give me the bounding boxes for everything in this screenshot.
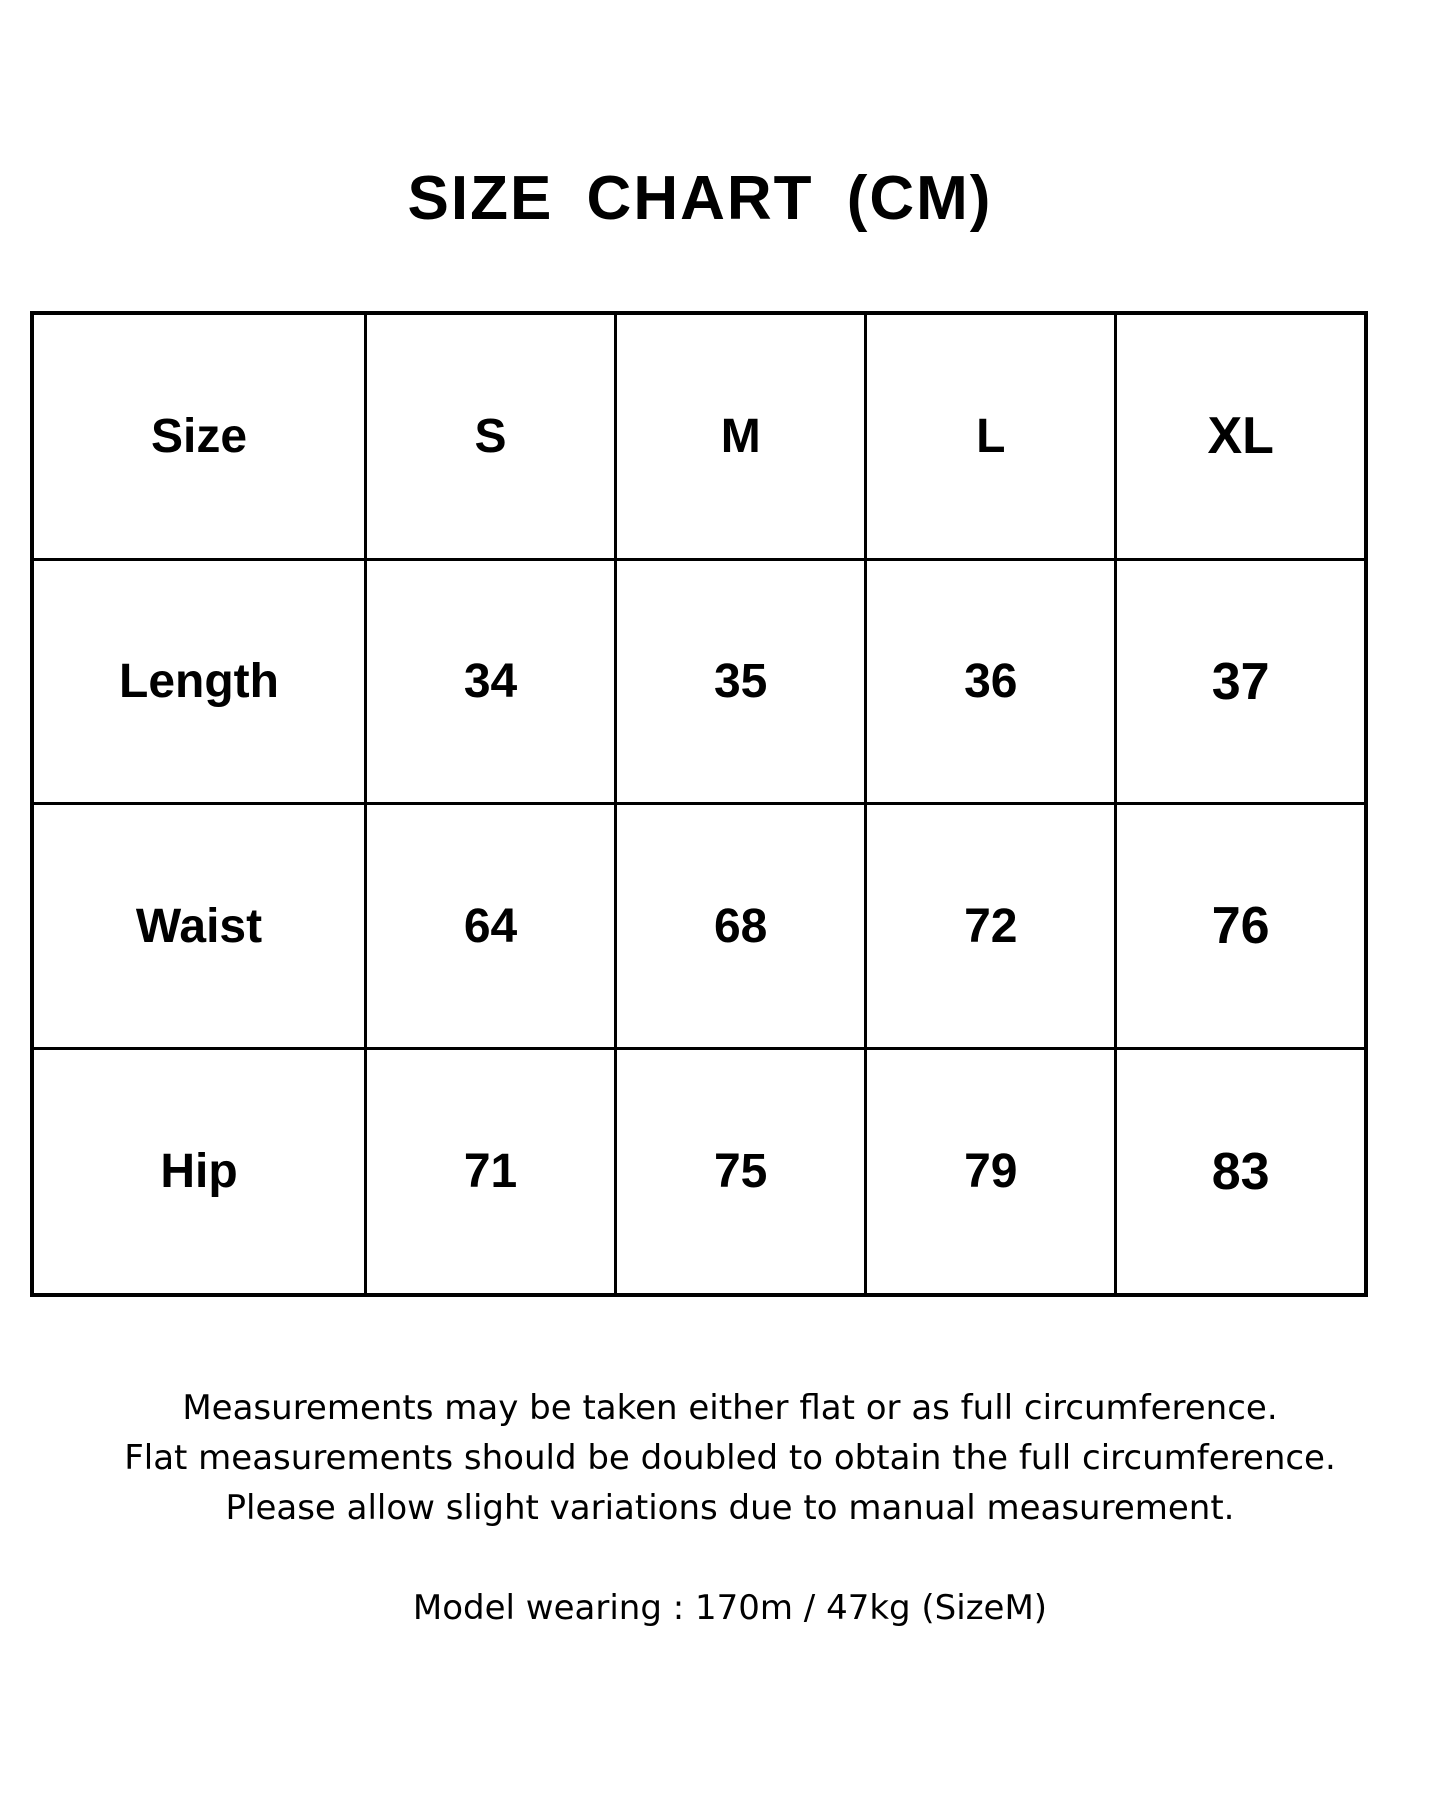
note-line: Please allow slight variations due to manual measurement. — [225, 1488, 1235, 1528]
page-title: SIZE CHART (CM) — [407, 164, 993, 233]
header-cell-xl: XL — [1116, 313, 1366, 559]
row-label-hip: Hip — [32, 1049, 366, 1296]
table-cell: 71 — [366, 1049, 616, 1296]
row-label-waist: Waist — [32, 804, 366, 1049]
table-cell: 34 — [366, 559, 616, 804]
size-chart-table — [30, 311, 1368, 1297]
model-info: Model wearing : 170m / 47kg (SizeM) — [412, 1588, 1048, 1628]
table-cell: 76 — [1116, 804, 1366, 1049]
table-row-hip — [32, 1049, 1366, 1296]
header-cell-m: M — [616, 313, 866, 559]
table-cell: 83 — [1116, 1049, 1366, 1296]
header-cell-s: S — [366, 313, 616, 559]
header-cell-size: Size — [32, 313, 366, 559]
note-line: Flat measurements should be doubled to obtain the full circumference. — [124, 1438, 1336, 1478]
table-row-waist — [32, 804, 1366, 1049]
table-cell: 64 — [366, 804, 616, 1049]
table-cell: 68 — [616, 804, 866, 1049]
table-cell: 79 — [866, 1049, 1116, 1296]
table-header-row — [32, 313, 1366, 559]
table-cell: 37 — [1116, 559, 1366, 804]
table-cell: 35 — [616, 559, 866, 804]
header-cell-l: L — [866, 313, 1116, 559]
measurement-notes — [0, 1383, 1445, 1533]
table-cell: 75 — [616, 1049, 866, 1296]
table-row-length — [32, 559, 1366, 804]
table-cell: 72 — [866, 804, 1116, 1049]
table-cell: 36 — [866, 559, 1116, 804]
note-line: Measurements may be taken either flat or as full circumference. — [182, 1388, 1278, 1428]
row-label-length: Length — [32, 559, 366, 804]
